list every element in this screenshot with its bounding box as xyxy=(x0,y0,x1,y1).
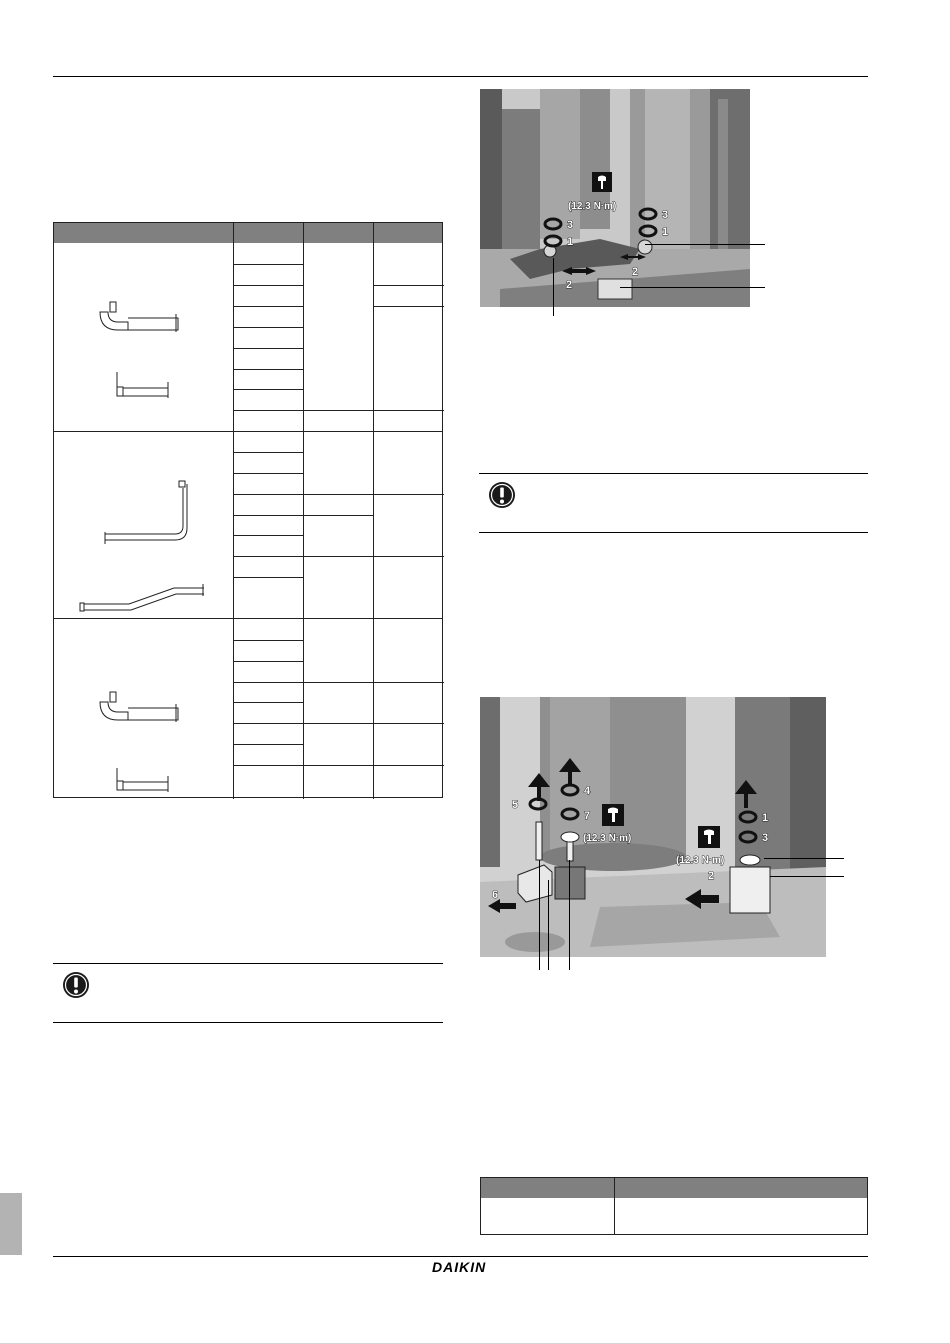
notice-box-right xyxy=(479,473,868,533)
torque-label-bottom-right: (12.3 N·m) xyxy=(676,855,725,866)
step-3b-label: 3 xyxy=(662,209,669,221)
step-6-label: 6 xyxy=(492,889,499,901)
daikin-logo: DAIKIN xyxy=(432,1259,487,1275)
step-1-label: 1 xyxy=(762,812,769,824)
compressor-illustration-bottom xyxy=(480,697,826,957)
exclamation-circle-icon xyxy=(62,971,90,999)
compressor-photo-bottom xyxy=(480,697,826,957)
step-1-label: 1 xyxy=(567,236,574,248)
step-2-label: 2 xyxy=(708,870,715,882)
step-5-label: 5 xyxy=(512,799,519,811)
step-3-label: 3 xyxy=(567,219,574,231)
callout-line xyxy=(553,258,554,316)
pipe-drawings xyxy=(53,222,233,798)
exclamation-circle-icon xyxy=(488,481,516,509)
bottom-table xyxy=(480,1177,868,1235)
step-4-label: 4 xyxy=(584,785,591,797)
callout-line xyxy=(539,860,540,970)
chapter-side-tab xyxy=(0,1193,22,1255)
step-1b-label: 1 xyxy=(662,226,669,238)
torque-label-top: (12.3 N·m) xyxy=(568,201,617,212)
torque-label-bottom-left: (12.3 N·m) xyxy=(583,833,632,844)
notice-box-left xyxy=(53,963,443,1023)
table-header xyxy=(481,1178,867,1198)
compressor-photo-top xyxy=(480,89,750,307)
callout-line xyxy=(620,287,765,288)
callout-line xyxy=(645,244,765,245)
callout-line xyxy=(770,876,844,877)
callout-line xyxy=(764,858,844,859)
elbow-pipe-diagram xyxy=(100,302,178,332)
step-3-label: 3 xyxy=(762,832,769,844)
step-7-label: 7 xyxy=(584,810,591,822)
footer-rule xyxy=(53,1256,868,1257)
elbow-pipe-diagram-2 xyxy=(100,692,178,722)
step-2b-label: 2 xyxy=(632,266,639,278)
offset-pipe-diagram xyxy=(80,584,204,611)
header-rule xyxy=(53,76,868,77)
step-2-label: 2 xyxy=(566,279,573,291)
straight-pipe-diagram xyxy=(117,372,168,398)
bent-pipe-diagram xyxy=(105,481,187,544)
compressor-illustration-top xyxy=(480,89,750,307)
straight-pipe-diagram-2 xyxy=(117,768,168,792)
callout-line xyxy=(548,880,549,970)
callout-line xyxy=(569,860,570,970)
